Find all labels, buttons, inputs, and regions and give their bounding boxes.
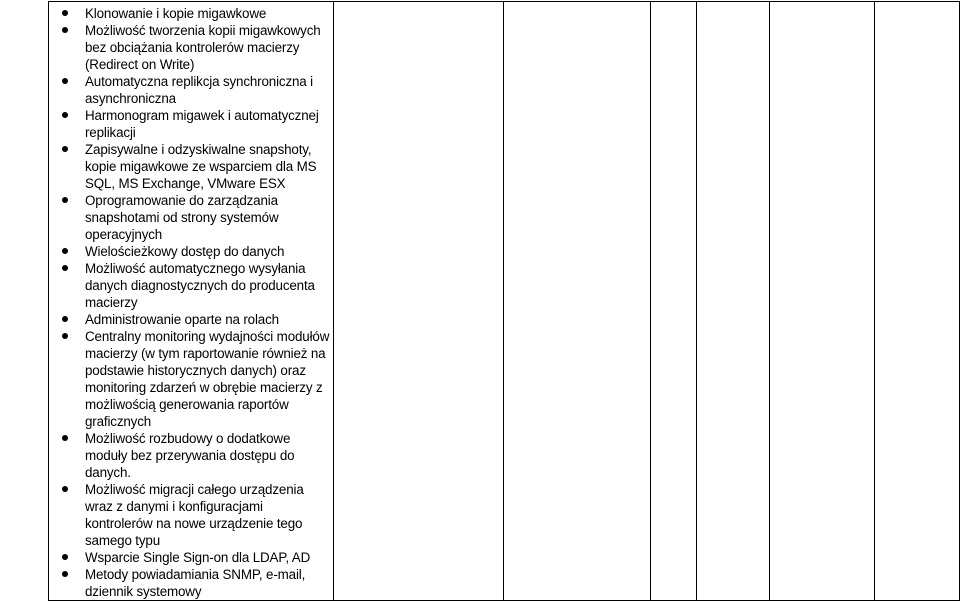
list-item [49,243,333,260]
bullet-icon [62,571,68,577]
feature-text: Administrowanie oparte na rolach [85,312,279,327]
list-item [49,549,333,566]
list-item [49,192,333,243]
bullet-icon [62,112,68,118]
bullet-icon [62,265,68,271]
bullet-icon [62,146,68,152]
bullet-icon [62,435,68,441]
list-item [49,260,333,311]
bullet-icon [62,78,68,84]
bullet-icon [62,316,68,322]
feature-text: Wielościeżkowy dostęp do danych [85,244,285,259]
list-item [49,22,333,73]
bullet-icon [62,554,68,560]
bullet-icon [62,486,68,492]
list-item [49,481,333,549]
feature-text: Klonowanie i kopie migawkowe [85,6,267,21]
list-item [49,141,333,192]
feature-text: Centralny monitoring wydajności modułów macierzy (w tym raportowanie również na podstawie historycznych danych) oraz monitoring zdarzeń w obrębie macierzy z możliwością generowania raportów graficznych [85,329,330,429]
bullet-icon [62,333,68,339]
empty-cell [504,2,651,601]
feature-text: Wsparcie Single Sign-on dla LDAP, AD [85,550,311,565]
specification-table [48,1,960,601]
bullet-icon [62,248,68,254]
feature-text: Zapisywalne i odzyskiwalne snapshoty, kopie migawkowe ze wsparciem dla MS SQL, MS Exchange, VMware ESX [85,142,317,191]
list-item [49,311,333,328]
list-item [49,107,333,141]
feature-text: Możliwość automatycznego wysyłania danych diagnostycznych do producenta macierzy [85,261,315,310]
empty-cell [334,2,504,601]
list-item [49,73,333,107]
feature-text: Automatyczna replikcja synchroniczna i asynchroniczna [85,74,313,106]
bullet-icon [62,197,68,203]
feature-text: Możliwość tworzenia kopii migawkowych bez obciążania kontrolerów macierzy (Redirect on Write) [85,23,321,72]
table-row [49,2,960,601]
list-item [49,566,333,600]
feature-text: Metody powiadamiania SNMP, e-mail, dziennik systemowy [85,567,306,599]
empty-cell [770,2,875,601]
feature-text: Możliwość rozbudowy o dodatkowe moduły bez przerywania dostępu do danych. [85,431,295,480]
list-item [49,5,333,22]
empty-cell [651,2,697,601]
bullet-icon [62,10,68,16]
list-item [49,430,333,481]
feature-list [49,5,333,600]
list-item [49,328,333,430]
features-cell [49,2,334,601]
bullet-icon [62,27,68,33]
feature-text: Oprogramowanie do zarządzania snapshotami od strony systemów operacyjnych [85,193,279,242]
feature-text: Możliwość migracji całego urządzenia wraz z danymi i konfiguracjami kontrolerów na nowe urządzenie tego samego typu [85,482,304,548]
empty-cell [697,2,770,601]
feature-text: Harmonogram migawek i automatycznej replikacji [85,108,319,140]
empty-cell [875,2,960,601]
